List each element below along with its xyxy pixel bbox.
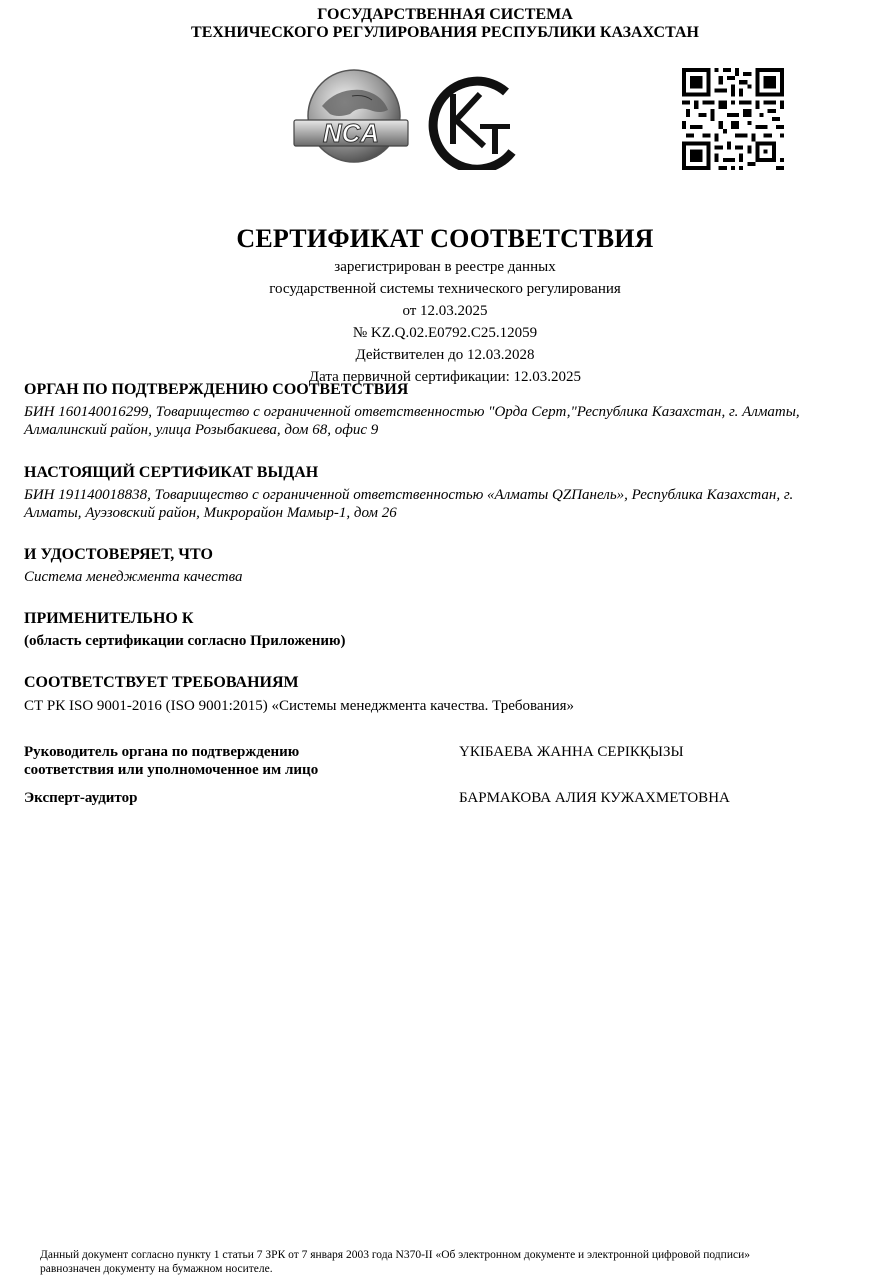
kt-conformity-mark-icon <box>428 66 520 170</box>
certification-body-line-1: БИН 160140016299, Товарищество с ограниченной ответственностью "Орда Серт,"Республика Казахстан, г. Алматы, <box>24 404 800 420</box>
nca-logo-text: NCA <box>322 118 380 148</box>
issued-to-line-1: БИН 191140018838, Товарищество с ограниченной ответственностью «Алматы QZПанель», Республика Казахстан, г. <box>24 487 794 503</box>
footer-line-1: Данный документ согласно пункту 1 статьи 7 ЗРК от 7 января 2003 года N370-II «Об электронном документе и электронной цифровой подписи» <box>40 1249 750 1261</box>
head-role-line-2: соответствия или уполномоченное им лицо <box>24 762 319 778</box>
certification-body-details <box>24 403 874 439</box>
registration-block <box>0 256 890 388</box>
applicable-heading: ПРИМЕНИТЕЛЬНО К <box>24 610 194 627</box>
header-line-2: ТЕХНИЧЕСКОГО РЕГУЛИРОВАНИЯ РЕСПУБЛИКИ КАЗАХСТАН <box>191 24 699 41</box>
registered-line-2: государственной системы технического регулирования <box>269 281 621 297</box>
legal-footer <box>40 1248 870 1276</box>
footer-line-2: равнозначен документу на бумажном носителе. <box>40 1263 273 1275</box>
nca-globe-logo-icon <box>292 66 410 170</box>
issued-to-line-2: Алматы, Ауэзовский район, Микрорайон Мамыр-1, дом 26 <box>24 505 397 521</box>
certificate-title: СЕРТИФИКАТ СООТВЕТСТВИЯ <box>236 224 654 253</box>
complies-heading: СООТВЕТСТВУЕТ ТРЕБОВАНИЯМ <box>24 674 299 691</box>
certification-body-heading: ОРГАН ПО ПОДТВЕРЖДЕНИЮ СООТВЕТСТВИЯ <box>24 381 409 398</box>
applicable-value: (область сертификации согласно Приложению) <box>24 633 346 649</box>
registered-line-1: зарегистрирован в реестре данных <box>334 259 556 275</box>
certificate-number: № KZ.Q.02.E0792.C25.12059 <box>352 325 538 341</box>
issued-to-heading: НАСТОЯЩИЙ СЕРТИФИКАТ ВЫДАН <box>24 464 319 481</box>
head-role-line-1: Руководитель органа по подтверждению <box>24 744 300 760</box>
qr-code-icon <box>682 68 784 170</box>
state-system-header <box>0 6 890 42</box>
certifies-value: Система менеджмента качества <box>24 569 243 585</box>
header-line-1: ГОСУДАРСТВЕННАЯ СИСТЕМА <box>317 6 573 23</box>
first-certification-date: Дата первичной сертификации: 12.03.2025 <box>308 369 582 385</box>
certificate-date: от 12.03.2025 <box>402 303 488 319</box>
certifies-heading: И УДОСТОВЕРЯЕТ, ЧТО <box>24 546 213 563</box>
valid-until: Действителен до 12.03.2028 <box>355 347 535 363</box>
head-name: ҮКІБАЕВА ЖАННА СЕРІКҚЫЗЫ <box>459 744 684 760</box>
head-role-label <box>24 743 424 779</box>
certification-body-line-2: Алмалинский район, улица Розыбакиева, дом 68, офис 9 <box>24 422 379 438</box>
issued-to-details <box>24 486 874 522</box>
auditor-role-label: Эксперт-аудитор <box>24 790 138 806</box>
complies-standard: СТ РК ISO 9001-2016 (ISO 9001:2015) «Системы менеджмента качества. Требования» <box>24 698 575 714</box>
auditor-name: БАРМАКОВА АЛИЯ КУЖАХМЕТОВНА <box>459 790 730 806</box>
